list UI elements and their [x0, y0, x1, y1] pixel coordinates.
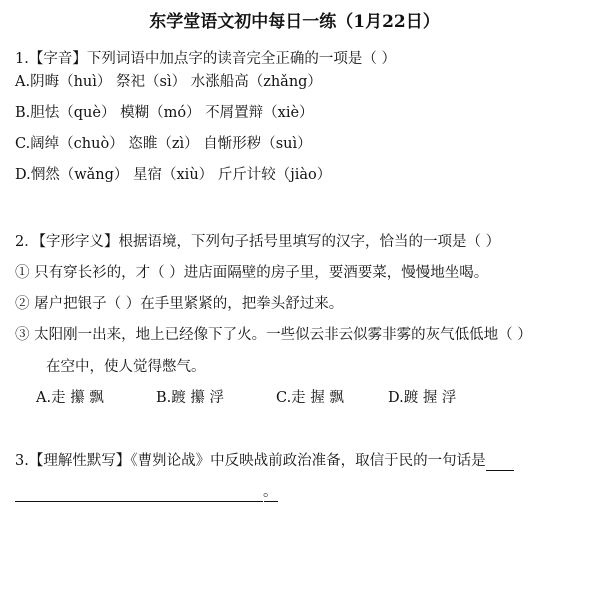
answer-blank-2[interactable]: [15, 484, 263, 502]
question-1-option-b: B.胆怯（què） 模糊（mó） 不屑置辩（xiè）: [15, 105, 314, 121]
choice-c: C.走 握 飘: [276, 390, 344, 406]
question-1-option-d: D.惘然（wǎng） 星宿（xiù） 斤斤计较（jiào）: [15, 167, 332, 183]
answer-blank-1[interactable]: [486, 453, 514, 471]
question-3-stem: [15, 451, 514, 471]
page-title: 东学堂语文初中每日一练（1月22日）: [149, 12, 440, 32]
question-1-option-a: A.阴晦（huì） 祭祀（sì） 水涨船高（zhǎng）: [15, 74, 322, 90]
question-3-stem-text: 3.【理解性默写】《曹刿论战》中反映战前政治准备，取信于民的一句话是: [15, 453, 486, 469]
question-3-answer-line: [15, 482, 278, 502]
question-2-sentence-3-continued: 在空中，使人觉得憋气。: [46, 359, 206, 375]
choice-d: D.踱 握 浮: [388, 390, 457, 406]
question-2-sentence-3: ③ 太阳刚一出来，地上已经像下了火。一些似云非云似雾非雾的灰气低低地（ ）: [15, 327, 532, 343]
choice-b: B.踱 攥 浮: [156, 390, 224, 406]
question-1-option-c: C.阔绰（chuò） 恣睢（zì） 自惭形秽（suì）: [15, 136, 312, 152]
question-2-sentence-1: ① 只有穿长衫的，才（ ）进店面隔壁的房子里，要酒要菜，慢慢地坐喝。: [15, 265, 489, 281]
question-2-choices: [36, 388, 456, 408]
question-1-stem: 1.【字音】下列词语中加点字的读音完全正确的一项是（ ）: [15, 51, 396, 67]
question-2-stem: 2．【字形字义】根据语境，下列句子括号里填写的汉字，恰当的一项是（ ）: [15, 234, 501, 250]
question-3-end-mark: 。: [263, 484, 278, 500]
answer-underline-tail: [264, 484, 278, 502]
question-2-sentence-2: ② 屠户把银子（ ）在手里紧紧的，把拳头舒过来。: [15, 296, 344, 312]
choice-a: A.走 攥 飘: [36, 390, 104, 406]
